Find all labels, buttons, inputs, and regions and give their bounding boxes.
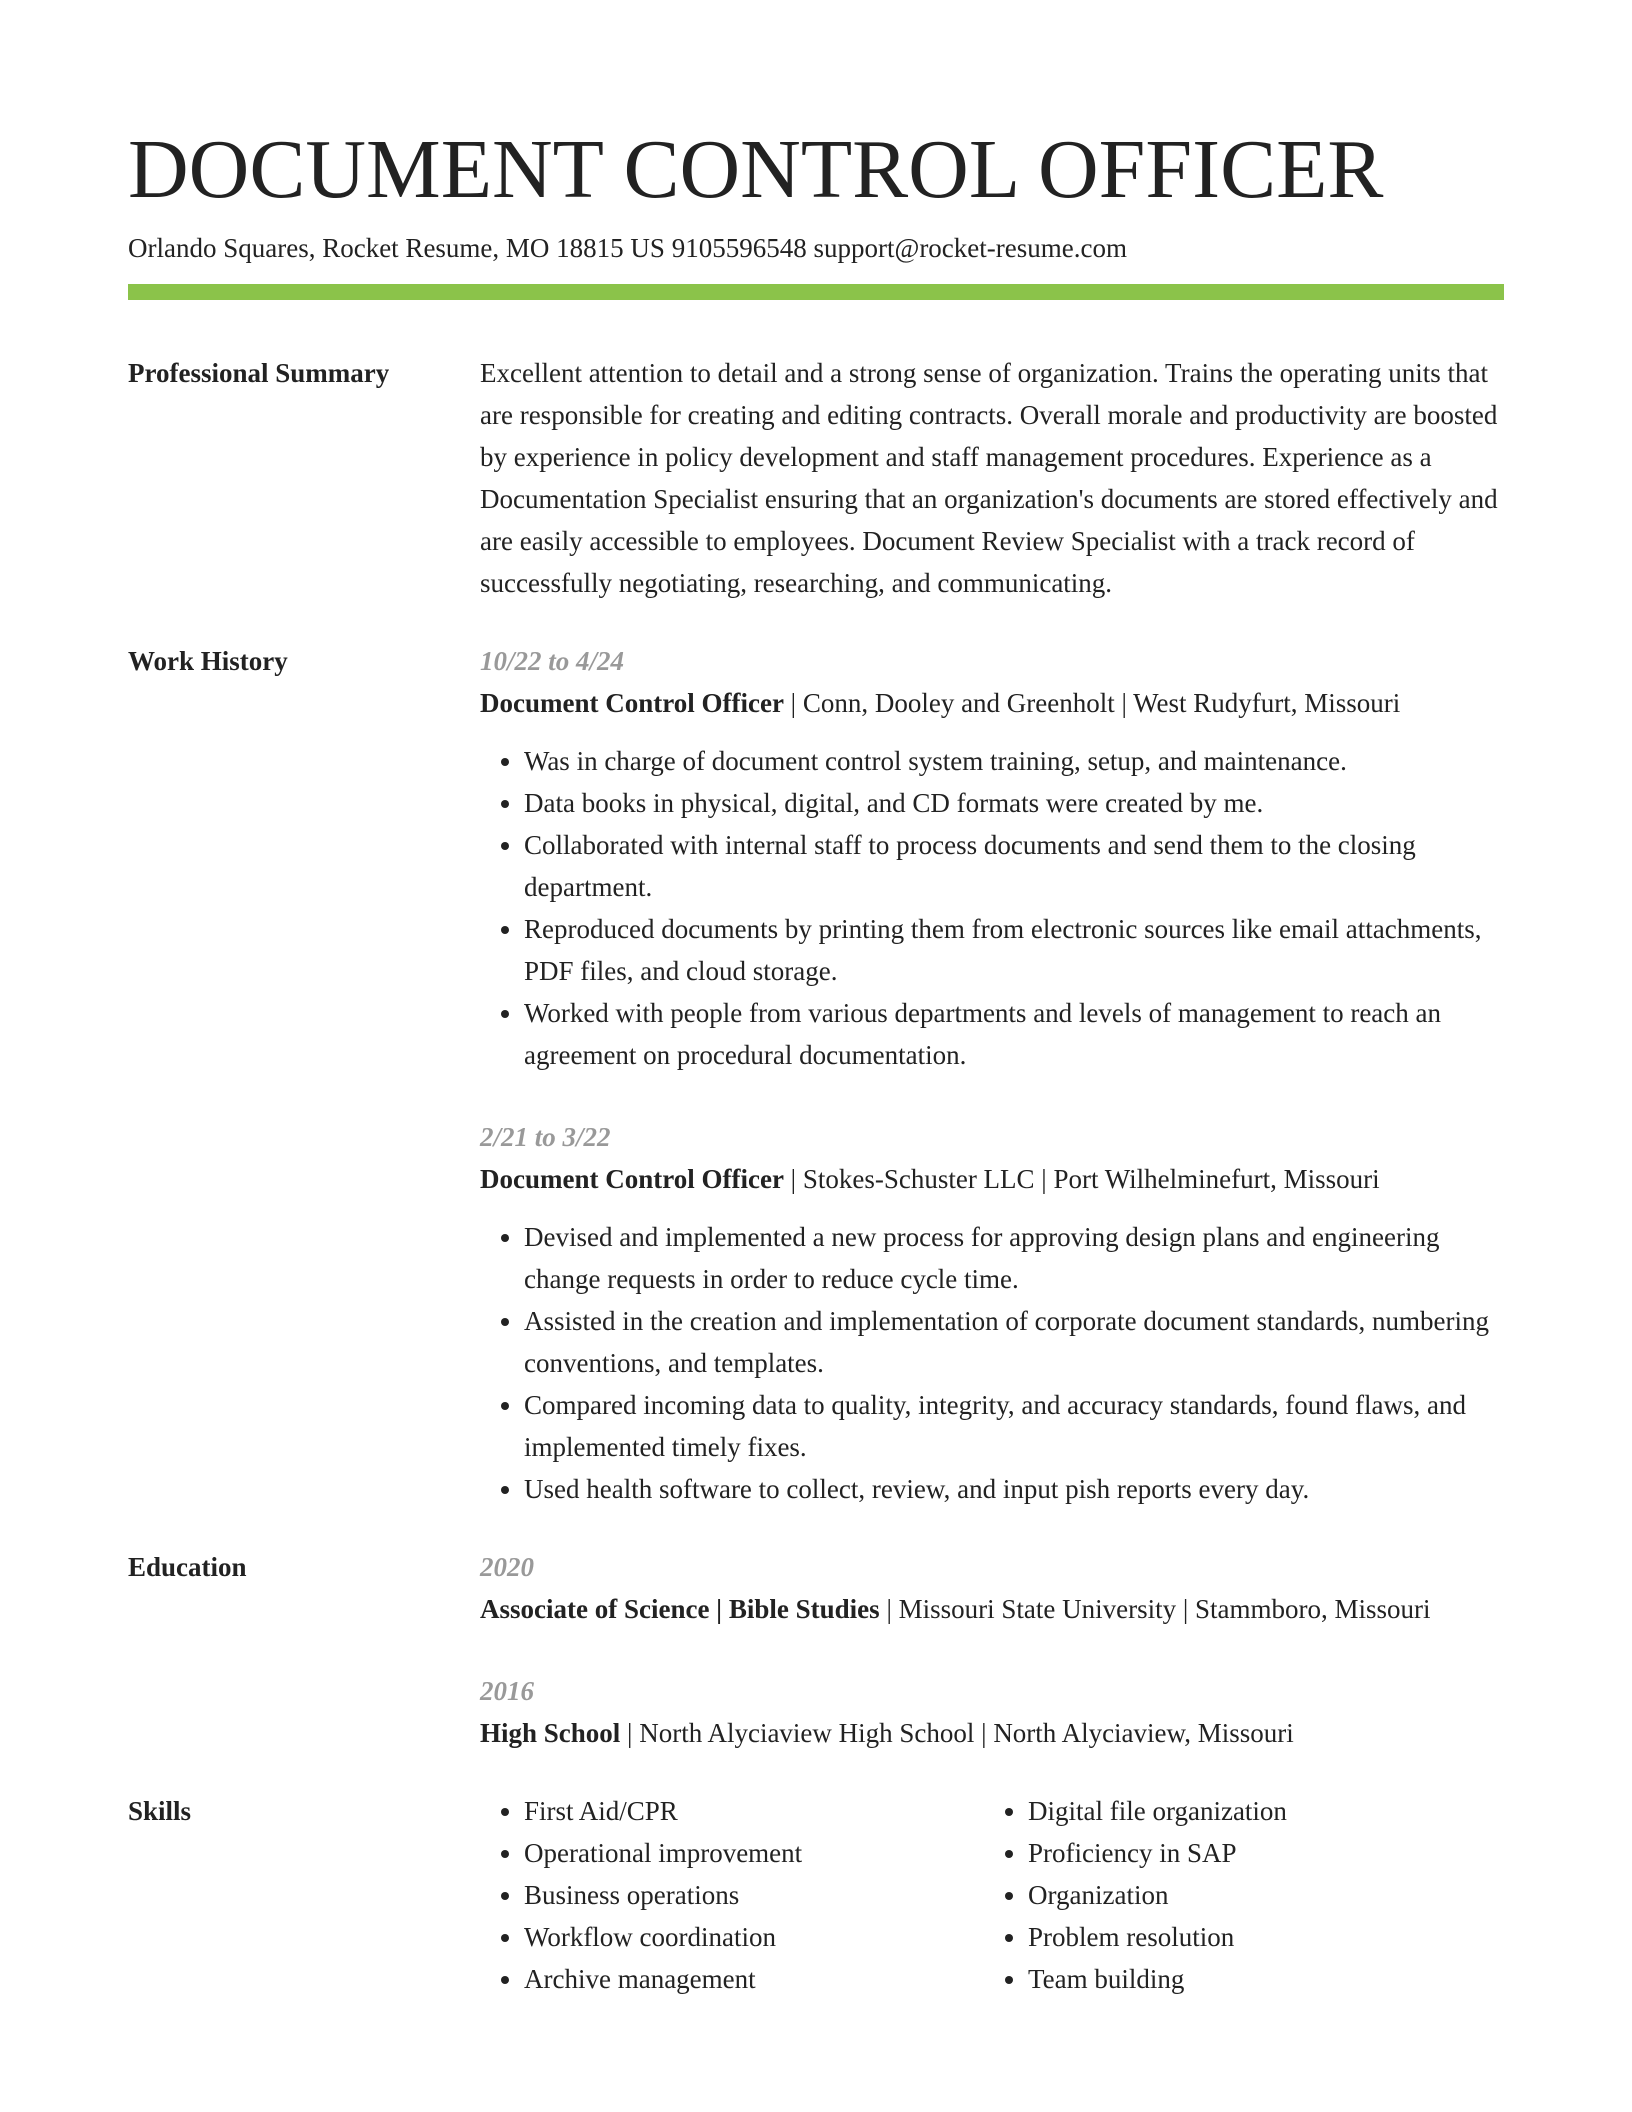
job-bullet: • Worked with people from various departments and levels of management to reach an agreement on procedural documentation. <box>524 992 1504 1076</box>
header-divider <box>128 284 1504 300</box>
contact-email[interactable]: support@rocket-resume.com <box>813 233 1127 263</box>
education-entry <box>480 1546 1504 1630</box>
candidate-title: DOCUMENT CONTROL OFFICER <box>128 123 1384 216</box>
job-bullet: • Was in charge of document control system training, setup, and maintenance. <box>524 740 1504 782</box>
job-bullet: • Compared incoming data to quality, integrity, and accuracy standards, found flaws, and implemented timely fixes. <box>524 1384 1504 1468</box>
job-role-line <box>480 1158 1504 1200</box>
skills-section <box>128 1790 1504 2000</box>
contact-line <box>128 230 1504 266</box>
job-details: | Conn, Dooley and Greenholt | West Rudyfurt, Missouri <box>783 688 1401 718</box>
work-history-section <box>128 640 1504 1510</box>
job-bullets <box>480 1216 1504 1510</box>
job-role-line <box>480 682 1504 724</box>
summary-heading: Professional Summary <box>128 358 390 388</box>
skills-heading: Skills <box>128 1796 192 1826</box>
education-line <box>480 1588 1504 1630</box>
skill-item: • First Aid/CPR <box>524 1790 984 1832</box>
resume-page <box>128 120 1504 2000</box>
skill-item: • Operational improvement <box>524 1832 984 1874</box>
skill-item: • Problem resolution <box>1028 1916 1488 1958</box>
job-dates: 10/22 to 4/24 <box>480 646 625 676</box>
skill-item: • Team building <box>1028 1958 1488 2000</box>
job-bullet: • Collaborated with internal staff to process documents and send them to the closing department. <box>524 824 1504 908</box>
job-bullets <box>480 740 1504 1076</box>
education-section <box>128 1546 1504 1754</box>
skill-item: • Archive management <box>524 1958 984 2000</box>
skills-grid <box>480 1790 1504 2000</box>
job-bullet: • Used health software to collect, review, and input pish reports every day. <box>524 1468 1504 1510</box>
education-entry <box>480 1670 1504 1754</box>
education-degree: High School <box>480 1718 621 1748</box>
education-line <box>480 1712 1504 1754</box>
skill-item: • Organization <box>1028 1874 1488 1916</box>
skill-item: • Workflow coordination <box>524 1916 984 1958</box>
job-bullet: • Reproduced documents by printing them from electronic sources like email attachments, PDF files, and cloud storage. <box>524 908 1504 992</box>
education-year: 2020 <box>480 1552 534 1582</box>
summary-text: Excellent attention to detail and a strong sense of organization. Trains the operating units that are responsible for creating and editing contracts. Overall morale and productivity are boosted by experience in policy development and staff management procedures. Experience as a Documentation Specialist ensuring that an organization's documents are stored effectively and are easily accessible to employees. Document Review Specialist with a track record of successfully negotiating, researching, and communicating. <box>480 358 1498 598</box>
education-year: 2016 <box>480 1676 534 1706</box>
work-history-heading: Work History <box>128 646 288 676</box>
contact-phone: 9105596548 <box>671 233 807 263</box>
education-details: | North Alyciaview High School | North Alyciaview, Missouri <box>620 1718 1294 1748</box>
skill-item: • Digital file organization <box>1028 1790 1488 1832</box>
job-details: | Stokes-Schuster LLC | Port Wilhelminefurt, Missouri <box>783 1164 1380 1194</box>
job-entry <box>480 640 1504 1076</box>
skill-item: • Business operations <box>524 1874 984 1916</box>
job-bullet: • Devised and implemented a new process for approving design plans and engineering change requests in order to reduce cycle time. <box>524 1216 1504 1300</box>
skill-item: • Proficiency in SAP <box>1028 1832 1488 1874</box>
skills-column-2 <box>984 1790 1488 2000</box>
education-degree: Associate of Science | Bible Studies <box>480 1594 880 1624</box>
job-title: Document Control Officer <box>480 1164 784 1194</box>
job-dates: 2/21 to 3/22 <box>480 1122 611 1152</box>
education-details: | Missouri State University | Stammboro, Missouri <box>879 1594 1431 1624</box>
summary-section <box>128 352 1504 604</box>
contact-address: Orlando Squares, Rocket Resume, MO 18815 US <box>128 233 665 263</box>
job-title: Document Control Officer <box>480 688 784 718</box>
job-entry <box>480 1116 1504 1510</box>
job-bullet: • Data books in physical, digital, and CD formats were created by me. <box>524 782 1504 824</box>
education-heading: Education <box>128 1552 247 1582</box>
skills-column-1 <box>480 1790 984 2000</box>
job-bullet: • Assisted in the creation and implementation of corporate document standards, numbering conventions, and templates. <box>524 1300 1504 1384</box>
